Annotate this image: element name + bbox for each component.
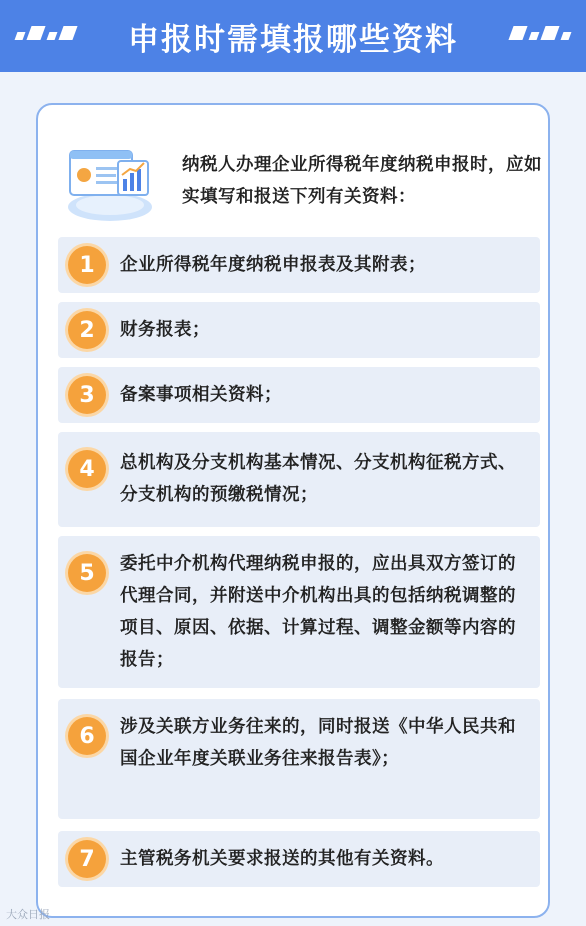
list-item-text: 企业所得税年度纳税申报表及其附表； [120, 255, 426, 275]
list-item [58, 699, 540, 819]
header-banner [0, 0, 586, 72]
list-item-text: 主管税务机关要求报送的其他有关资料。 [120, 849, 444, 869]
content-card [36, 103, 550, 918]
number-badge: 7 [68, 840, 106, 878]
page-title: 申报时需填报哪些资料 [128, 21, 458, 58]
number-badge: 1 [68, 246, 106, 284]
number-badge: 4 [68, 450, 106, 488]
list-item [58, 831, 540, 887]
intro-text: 纳税人办理企业所得税年度纳税申报时，应如实填写和报送下列有关资料： [182, 155, 542, 207]
intro-section [54, 139, 544, 229]
number-badge: 6 [68, 717, 106, 755]
watermark: 大众日报 [6, 908, 50, 921]
number-badge: 2 [68, 311, 106, 349]
list-item-text: 总机构及分支机构基本情况、分支机构征税方式、分支机构的预缴税情况； [120, 453, 516, 505]
list-item [58, 536, 540, 688]
list-item [58, 432, 540, 527]
list-item-text: 委托中介机构代理纳税申报的，应出具双方签订的代理合同，并附送中介机构出具的包括纳税调整的项目、原因、依据、计算过程、调整金额等内容的报告； [120, 554, 516, 670]
number-badge: 3 [68, 376, 106, 414]
decoration-left [16, 26, 75, 40]
list-item-text: 涉及关联方业务往来的，同时报送《中华人民共和国企业年度关联业务往来报告表》； [120, 717, 516, 769]
decoration-right [511, 26, 570, 40]
list-item [58, 237, 540, 293]
document-chart-icon [58, 139, 158, 229]
list-item [58, 367, 540, 423]
list-item-text: 备案事项相关资料； [120, 385, 282, 405]
list-item-text: 财务报表； [120, 320, 210, 340]
number-badge: 5 [68, 554, 106, 592]
list-item [58, 302, 540, 358]
